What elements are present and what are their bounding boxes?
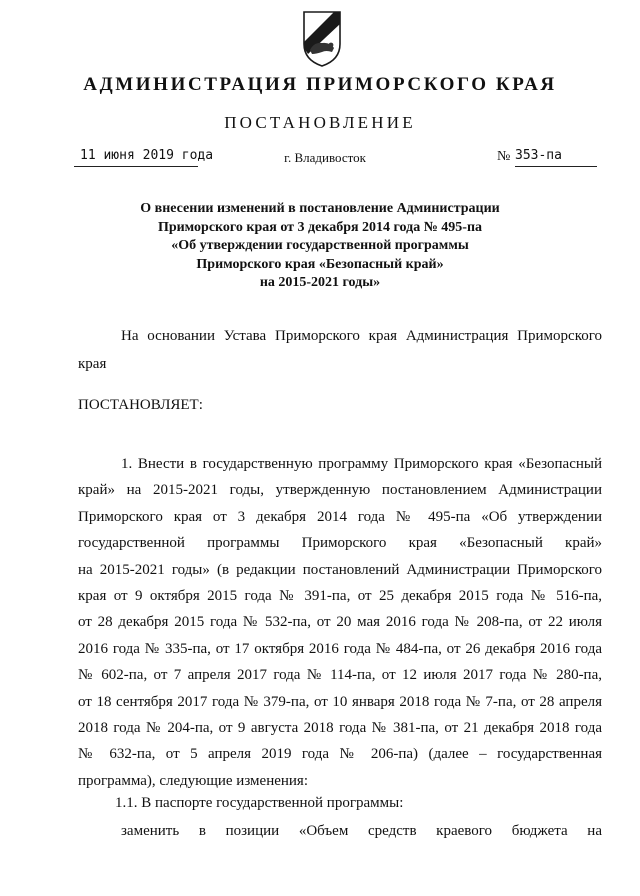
document-city: г. Владивосток [284, 150, 366, 165]
organization-title: АДМИНИСТРАЦИЯ ПРИМОРСКОГО КРАЯ [83, 74, 557, 95]
decree-heading: ПОСТАНОВЛЯЕТ: [78, 397, 203, 413]
basis-paragraph [78, 323, 602, 378]
subject-line: О внесении изменений в постановление Администрации [140, 201, 500, 216]
paragraph-line: программа), следующие изменения: [78, 772, 308, 789]
replace-instruction: заменить в позиции «Объем средств краевого бюджета на [121, 823, 602, 839]
subject-line: Приморского края от 3 декабря 2014 года № 495-па [157, 219, 483, 235]
sub-item-1-1: 1.1. В паспорте государственной программы: [115, 795, 404, 811]
document-type: ПОСТАНОВЛЕНИЕ [224, 113, 416, 132]
paragraph-line: от 28 декабря 2015 года № 532-па, от 20 мая 2016 года № 208-па, от 22 июля [78, 614, 602, 631]
paragraph-line: Приморского края от 3 декабря 2014 года № 495-па «Об утверждении [78, 508, 602, 525]
number-underline [515, 166, 597, 167]
basis-line: На основании Устава Приморского края Администрация Приморского [121, 328, 602, 344]
subject-line: Приморского края «Безопасный край» [196, 256, 444, 272]
paragraph-line: государственной программы Приморского края «Безопасный край» [78, 535, 602, 552]
document-number: 353-па [515, 148, 562, 163]
coat-of-arms-icon [302, 10, 342, 68]
date-underline [74, 166, 198, 167]
document-subject [100, 200, 540, 293]
paragraph-line: 2018 года № 204-па, от 9 августа 2018 года № 381-па, от 21 декабря 2018 года [78, 720, 602, 737]
paragraph-line: № 632-па, от 5 апреля 2019 года № 206-па) (далее – государственная [78, 746, 602, 763]
paragraph-line: 1. Внести в государственную программу Приморского края «Безопасный [121, 456, 602, 472]
paragraph-line: край» на 2015-2021 годы, утвержденную постановлением Администрации [78, 482, 602, 499]
paragraph-line: 2016 года № 335-па, от 17 октября 2016 года № 484-па, от 26 декабря 2016 года [78, 640, 602, 657]
subject-line: на 2015-2021 годы» [259, 275, 381, 291]
document-date: 11 июня 2019 года [80, 148, 214, 163]
paragraph-line: от 18 сентября 2017 года № 379-па, от 10 января 2018 года № 7-па, от 28 апреля [78, 693, 602, 710]
subject-line: «Об утверждении государственной программы [171, 238, 469, 254]
paragraph-line: края от 9 октября 2015 года № 391-па, от 25 декабря 2015 года № 516-па, [78, 588, 602, 605]
paragraph-line: на 2015-2021 годы» (в редакции постановлений Администрации Приморского [78, 561, 602, 578]
basis-line: края [78, 355, 107, 372]
item-1-paragraph [78, 451, 602, 794]
paragraph-line: № 602-па, от 7 апреля 2017 года № 114-па, от 12 июля 2017 года № 280-па, [78, 667, 602, 684]
number-label: № [497, 149, 511, 164]
